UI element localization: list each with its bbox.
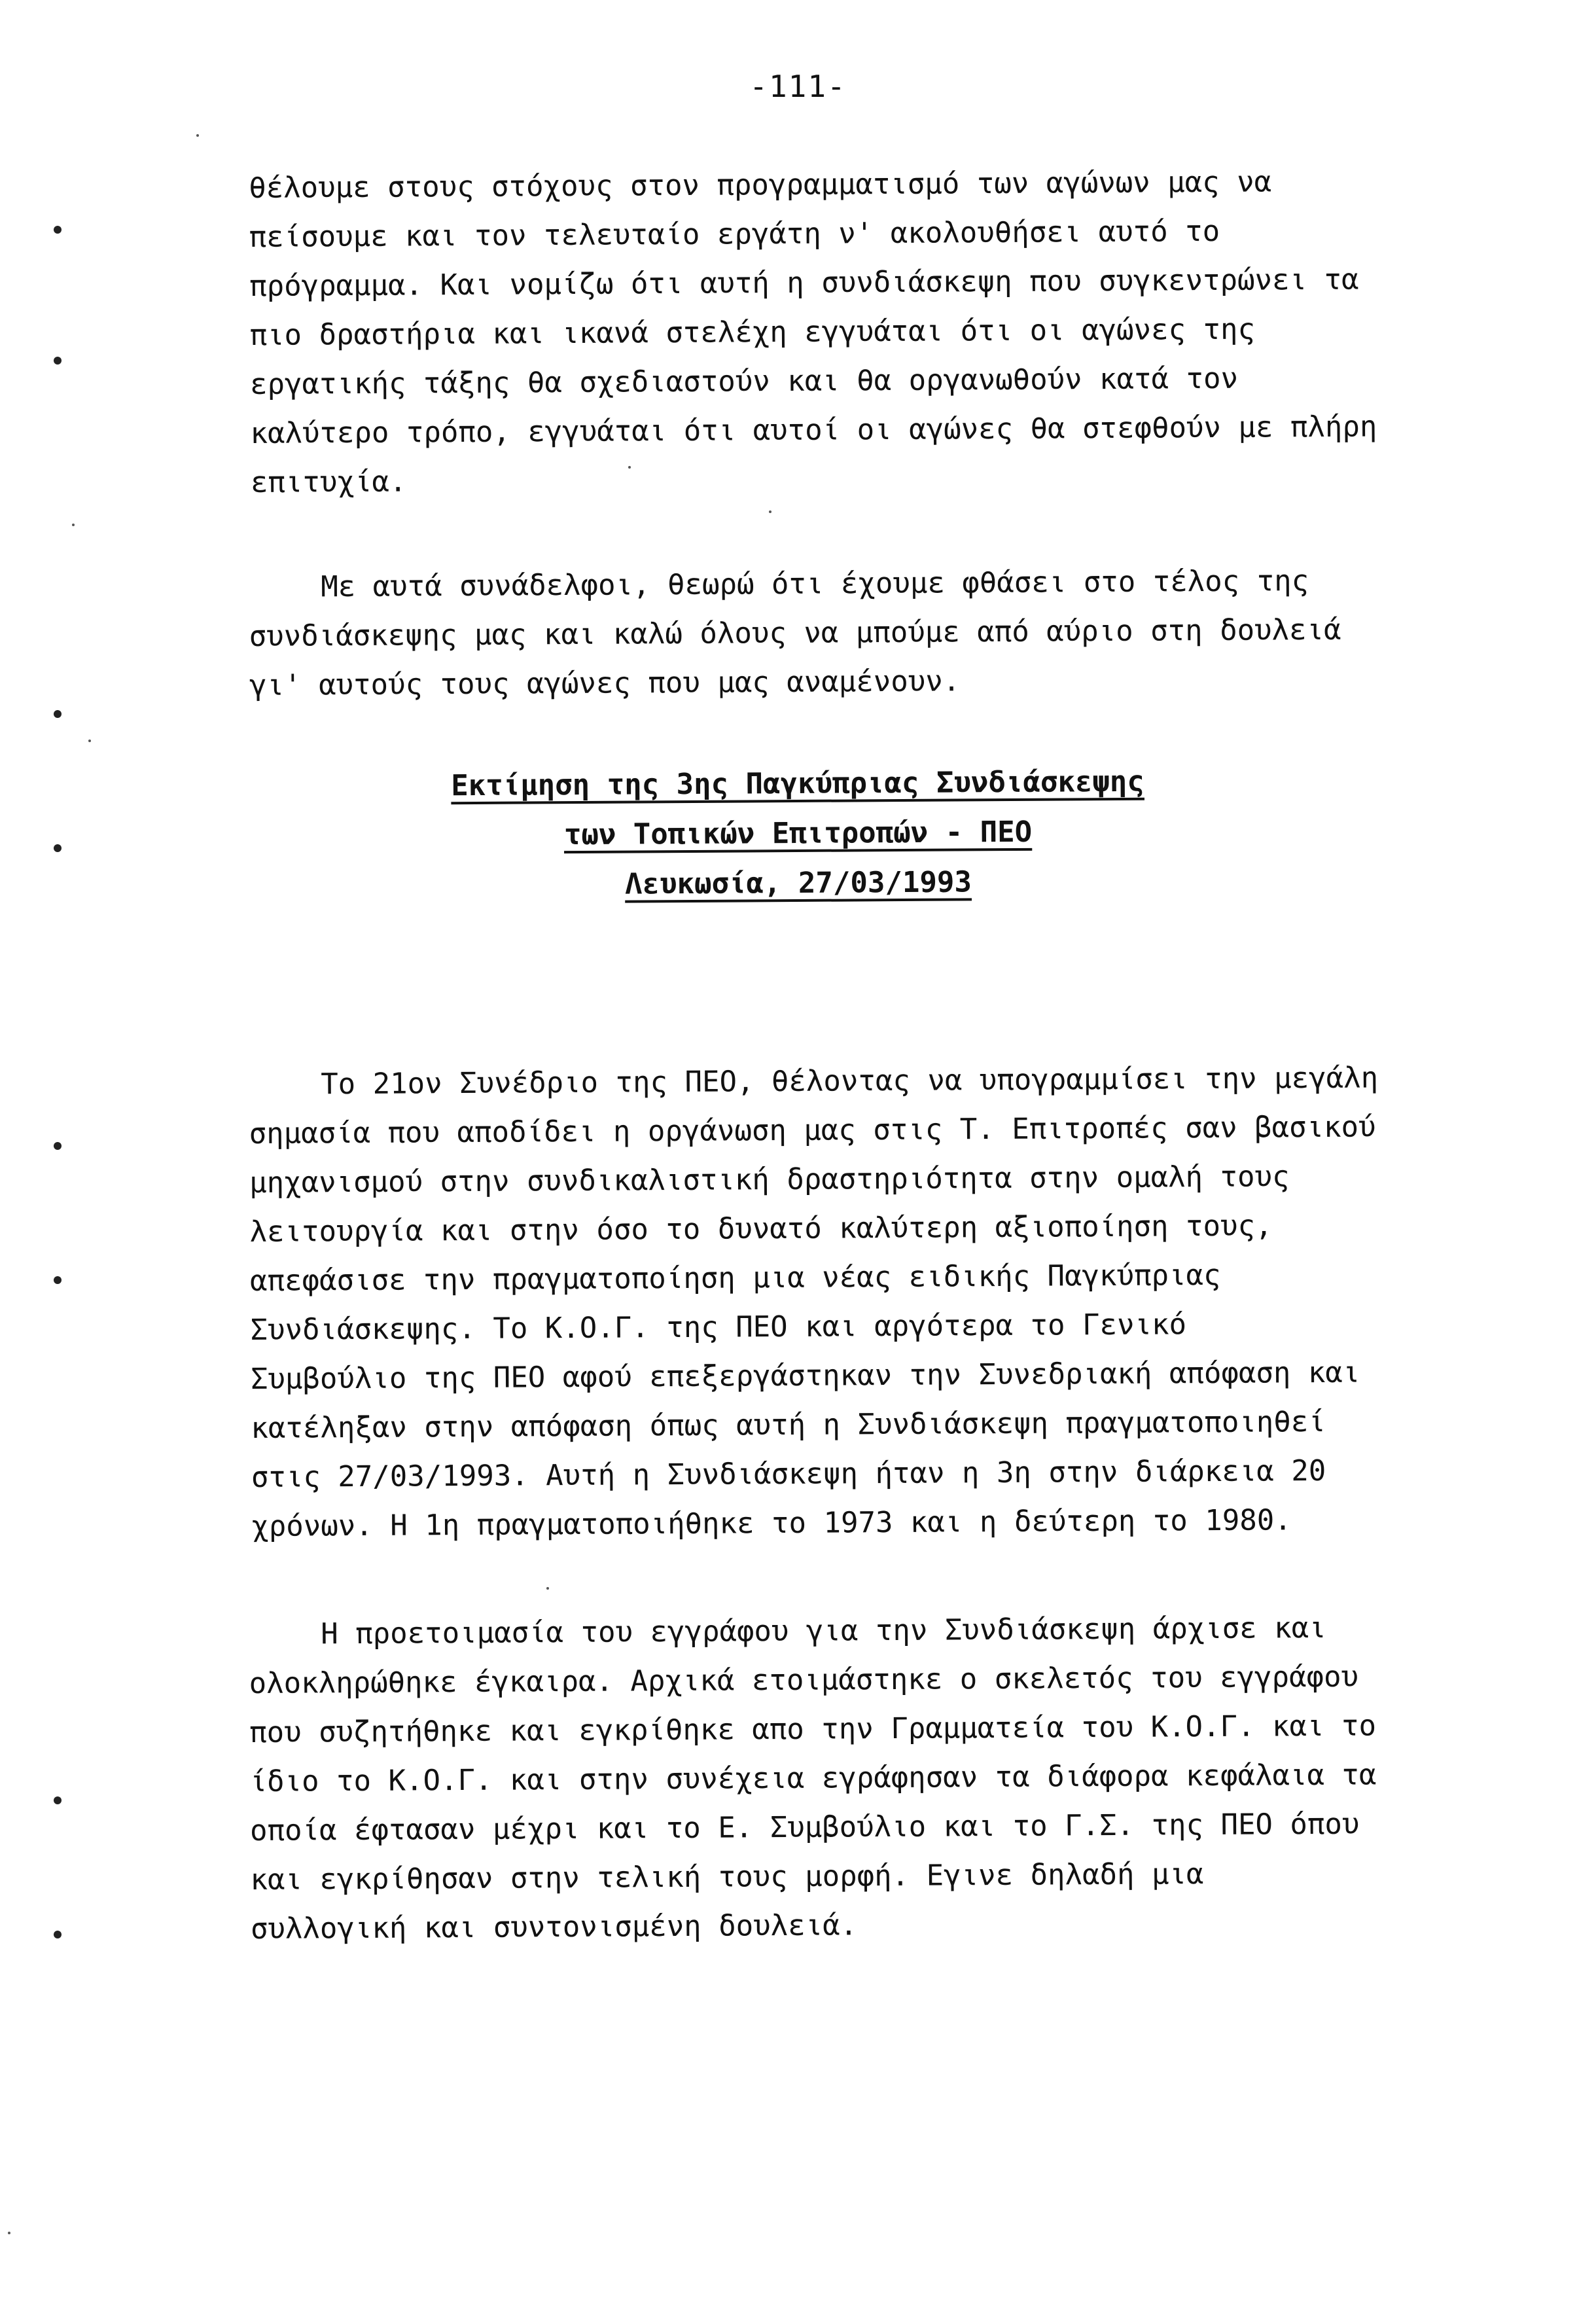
text-line: ολοκληρώθηκε έγκαιρα. Αρχικά ετοιμάστηκε ο σκελετός του εγγράφου	[249, 1660, 1359, 1700]
heading-title: Εκτίμηση της 3ης Παγκύπριας Συνδιάσκεψης	[451, 764, 1144, 803]
text-line: λειτουργία και στην όσο το δυνατό καλύτερη αξιοποίηση τους,	[249, 1209, 1273, 1249]
text-line: συλλογική και συντονισμένη δουλειά.	[250, 1908, 858, 1946]
text-line: μηχανισμού στην συνδικαλιστική δραστηριότητα στην ομαλή τους	[249, 1160, 1290, 1200]
text-line: πιο δραστήρια και ικανά στελέχη εγγυάται ότι οι αγώνες της	[249, 312, 1256, 352]
text-line: και εγκρίθησαν στην τελική τους μορφή. Εγινε δηλαδή μια	[250, 1857, 1204, 1897]
text-line: πείσουμε και τον τελευταίο εργάτη ν' ακολουθήσει αυτό το	[249, 214, 1220, 254]
text-line: γι' αυτούς τους αγώνες που μας αναμένουν.	[249, 664, 961, 702]
scan-speck	[769, 510, 771, 513]
text-line: σημασία που αποδίδει η οργάνωση μας στις Τ. Επιτροπές σαν βασικού	[249, 1110, 1376, 1151]
text-line: εργατικής τάξης θα σχεδιαστούν και θα οργανωθούν κατά τον	[249, 361, 1239, 401]
margin-dot	[54, 1931, 62, 1938]
text-line: επιτυχία.	[250, 465, 407, 499]
text-line: θέλουμε στους στόχους στον προγραμματισμό των αγώνων μας να	[249, 165, 1272, 205]
margin-dot	[54, 1276, 62, 1284]
scan-speck	[628, 466, 631, 469]
margin-dot	[54, 1796, 62, 1804]
text-line: συνδιάσκεψης μας και καλώ όλους να μπούμε από αύριο στη δουλειά	[249, 613, 1341, 653]
text-line: που συζητήθηκε και εγκρίθηκε απο την Γραμματεία του Κ.Ο.Γ. και το	[249, 1709, 1377, 1749]
text-line: καλύτερο τρόπο, εγγυάται ότι αυτοί οι αγώνες θα στεφθούν με πλήρη	[250, 410, 1377, 450]
section-heading	[0, 755, 1596, 914]
margin-dot	[54, 710, 62, 718]
margin-dot	[54, 844, 62, 852]
paragraph-congress-decision	[249, 1054, 1379, 1551]
scan-speck	[72, 524, 75, 526]
heading-line	[0, 854, 1596, 914]
paragraph-continuation	[249, 157, 1377, 507]
text-line: στις 27/03/1993. Αυτή η Συνδιάσκεψη ήταν η 3η στην διάρκεια 20	[251, 1454, 1326, 1494]
margin-dot	[54, 1142, 62, 1150]
heading-subtitle: των Τοπικών Επιτροπών - ΠΕΟ	[563, 815, 1033, 852]
scan-speck	[8, 2232, 10, 2234]
text-line: Η προετοιμασία του εγγράφου για την Συνδιάσκεψη άρχισε και	[321, 1611, 1326, 1651]
text-line: Το 21ον Συνέδριο της ΠΕΟ, θέλοντας να υπογραμμίσει την μεγάλη	[321, 1061, 1379, 1101]
text-line: οποία έφτασαν μέχρι και το Ε. Συμβούλιο και το Γ.Σ. της ΠΕΟ όπου	[249, 1807, 1360, 1848]
scan-speck	[546, 1587, 549, 1590]
text-line: κατέληξαν στην απόφαση όπως αυτή η Συνδιάσκεψη πραγματοποιηθεί	[251, 1404, 1326, 1445]
text-line: Συμβούλιο της ΠΕΟ αφού επεξεργάστηκαν την Συνεδριακή απόφαση και	[250, 1355, 1360, 1396]
text-line: ίδιο το Κ.Ο.Γ. και στην συνέχεια εγράφησαν τα διάφορα κεφάλαια τα	[249, 1758, 1377, 1798]
scan-speck	[196, 134, 199, 137]
margin-dot	[54, 357, 62, 365]
page-number: -111-	[749, 69, 847, 104]
paragraph-document-preparation	[249, 1603, 1377, 1954]
margin-dot	[54, 226, 62, 234]
text-line: χρόνων. Η 1η πραγματοποιήθηκε το 1973 και η δεύτερη το 1980.	[251, 1503, 1292, 1543]
text-line: Συνδιάσκεψης. Το Κ.Ο.Γ. της ΠΕΟ και αργότερα το Γενικό	[250, 1308, 1187, 1347]
heading-place-date: Λευκωσία, 27/03/1993	[624, 865, 972, 901]
text-line: πρόγραμμα. Και νομίζω ότι αυτή η συνδιάσκεψη που συγκεντρώνει τα	[249, 262, 1359, 303]
scan-speck	[88, 740, 91, 742]
paragraph-closing-remarks	[249, 556, 1362, 710]
text-line: απεφάσισε την πραγματοποίηση μια νέας ειδικής Παγκύπριας	[249, 1258, 1221, 1298]
text-line: Με αυτά συνάδελφοι, θεωρώ ότι έχουμε φθάσει στο τέλος της	[321, 564, 1309, 604]
